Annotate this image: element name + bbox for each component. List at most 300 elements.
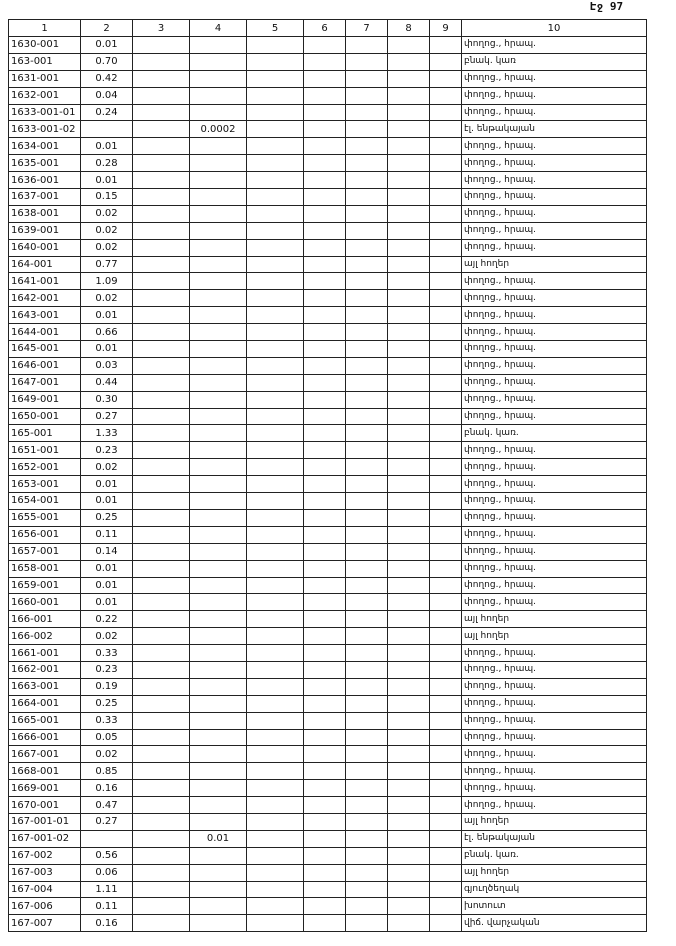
table-row (9, 594, 647, 611)
cell-col-4 (190, 661, 247, 678)
table-row (9, 53, 647, 70)
cell-col-6 (304, 53, 346, 70)
cell-col-5 (247, 695, 304, 712)
cell-col-5 (247, 611, 304, 628)
cell-col-2: 0.04 (81, 87, 133, 104)
cell-col-8 (388, 746, 430, 763)
table-row (9, 189, 647, 206)
cell-col-10: փողոց., հրապ. (462, 189, 647, 206)
cell-col-9 (430, 864, 462, 881)
cell-col-2: 0.02 (81, 290, 133, 307)
cell-col-6 (304, 121, 346, 138)
cell-col-8 (388, 138, 430, 155)
cell-col-6 (304, 239, 346, 256)
cell-col-3 (133, 493, 190, 510)
cell-col-5 (247, 357, 304, 374)
cell-col-4 (190, 645, 247, 662)
cell-col-8 (388, 391, 430, 408)
cell-col-2: 0.56 (81, 847, 133, 864)
cell-col-9 (430, 763, 462, 780)
cell-col-2: 0.02 (81, 628, 133, 645)
cell-col-7 (346, 256, 388, 273)
cell-col-4 (190, 594, 247, 611)
column-header-10: 10 (462, 20, 647, 37)
cell-col-5 (247, 324, 304, 341)
cell-col-3 (133, 53, 190, 70)
cell-col-3 (133, 543, 190, 560)
cell-col-6 (304, 256, 346, 273)
cell-col-7 (346, 915, 388, 932)
table-row (9, 898, 647, 915)
cell-col-5 (247, 476, 304, 493)
cell-col-6 (304, 70, 346, 87)
table-row (9, 847, 647, 864)
cell-col-1: 1645-001 (9, 341, 81, 358)
cell-col-6 (304, 661, 346, 678)
cell-col-5 (247, 763, 304, 780)
cell-col-4 (190, 239, 247, 256)
cell-col-1: 1661-001 (9, 645, 81, 662)
cell-col-5 (247, 712, 304, 729)
cell-col-3 (133, 881, 190, 898)
cell-col-3 (133, 594, 190, 611)
cell-col-3 (133, 425, 190, 442)
table-body (9, 37, 647, 932)
cell-col-4 (190, 729, 247, 746)
header-row (9, 20, 647, 37)
cell-col-7 (346, 205, 388, 222)
cell-col-8 (388, 357, 430, 374)
cell-col-3 (133, 459, 190, 476)
cell-col-6 (304, 695, 346, 712)
cell-col-1: 1656-001 (9, 526, 81, 543)
cell-col-10: այլ հողեր (462, 256, 647, 273)
cell-col-8 (388, 898, 430, 915)
cell-col-6 (304, 476, 346, 493)
cell-col-1: 1650-001 (9, 408, 81, 425)
cell-col-6 (304, 273, 346, 290)
cell-col-3 (133, 645, 190, 662)
table-row (9, 476, 647, 493)
cell-col-9 (430, 205, 462, 222)
cell-col-9 (430, 189, 462, 206)
cell-col-8 (388, 797, 430, 814)
cell-col-1: 1632-001 (9, 87, 81, 104)
cell-col-8 (388, 594, 430, 611)
cell-col-1: 1659-001 (9, 577, 81, 594)
cell-col-9 (430, 729, 462, 746)
cell-col-10: փողոց., հրապ. (462, 797, 647, 814)
cell-col-2: 0.02 (81, 459, 133, 476)
cell-col-2: 0.28 (81, 155, 133, 172)
cell-col-10: փողոց., հրապ. (462, 661, 647, 678)
cell-col-9 (430, 273, 462, 290)
cell-col-4 (190, 780, 247, 797)
cell-col-6 (304, 493, 346, 510)
cell-col-10: փողոց., հրապ. (462, 155, 647, 172)
cell-col-3 (133, 408, 190, 425)
cell-col-3 (133, 729, 190, 746)
table-row (9, 712, 647, 729)
cell-col-4 (190, 341, 247, 358)
cell-col-6 (304, 915, 346, 932)
cell-col-4 (190, 898, 247, 915)
cell-col-7 (346, 155, 388, 172)
cell-col-2: 0.06 (81, 864, 133, 881)
cell-col-6 (304, 189, 346, 206)
cell-col-1: 1658-001 (9, 560, 81, 577)
cell-col-7 (346, 813, 388, 830)
cell-col-7 (346, 70, 388, 87)
cell-col-7 (346, 864, 388, 881)
cell-col-10: փողոց., հրապ. (462, 37, 647, 54)
cell-col-5 (247, 290, 304, 307)
cell-col-7 (346, 493, 388, 510)
cell-col-4 (190, 155, 247, 172)
cell-col-8 (388, 881, 430, 898)
cell-col-3 (133, 307, 190, 324)
cell-col-2: 0.16 (81, 915, 133, 932)
cell-col-6 (304, 780, 346, 797)
cell-col-10: փողոց., հրապ. (462, 87, 647, 104)
table-row (9, 830, 647, 847)
table-row (9, 155, 647, 172)
cell-col-5 (247, 678, 304, 695)
cell-col-10: խոտուտ (462, 898, 647, 915)
cell-col-7 (346, 695, 388, 712)
cell-col-9 (430, 611, 462, 628)
cell-col-3 (133, 205, 190, 222)
cell-col-10: այլ հողեր (462, 611, 647, 628)
cell-col-3 (133, 695, 190, 712)
cell-col-10: փողոց., հրապ. (462, 780, 647, 797)
cell-col-8 (388, 493, 430, 510)
cell-col-6 (304, 763, 346, 780)
cell-col-5 (247, 205, 304, 222)
cell-col-9 (430, 239, 462, 256)
cell-col-1: 165-001 (9, 425, 81, 442)
cell-col-10: փողոց., հրապ. (462, 324, 647, 341)
cell-col-2: 0.23 (81, 442, 133, 459)
cell-col-7 (346, 661, 388, 678)
cell-col-2: 0.01 (81, 560, 133, 577)
cell-col-5 (247, 189, 304, 206)
cell-col-5 (247, 239, 304, 256)
table-row (9, 577, 647, 594)
cell-col-1: 1647-001 (9, 374, 81, 391)
cell-col-6 (304, 357, 346, 374)
cell-col-1: 1639-001 (9, 222, 81, 239)
cell-col-4 (190, 628, 247, 645)
cell-col-3 (133, 256, 190, 273)
cell-col-2: 0.27 (81, 408, 133, 425)
cell-col-7 (346, 594, 388, 611)
table-header (9, 20, 647, 37)
cell-col-9 (430, 543, 462, 560)
table-row (9, 813, 647, 830)
cell-col-1: 166-001 (9, 611, 81, 628)
cell-col-6 (304, 830, 346, 847)
cell-col-8 (388, 172, 430, 189)
cell-col-3 (133, 661, 190, 678)
cell-col-2: 0.25 (81, 509, 133, 526)
column-header-7: 7 (346, 20, 388, 37)
cell-col-5 (247, 273, 304, 290)
cell-col-10: փողոց., հրապ. (462, 273, 647, 290)
cell-col-6 (304, 172, 346, 189)
table-row (9, 324, 647, 341)
cell-col-7 (346, 526, 388, 543)
cell-col-9 (430, 628, 462, 645)
cell-col-10: փողոց., հրապ. (462, 594, 647, 611)
cell-col-6 (304, 205, 346, 222)
cell-col-2: 0.01 (81, 341, 133, 358)
cell-col-10: փողոց., հրապ. (462, 577, 647, 594)
cell-col-7 (346, 87, 388, 104)
cell-col-1: 1633-001-01 (9, 104, 81, 121)
cell-col-10: փողոց., հրապ. (462, 459, 647, 476)
cell-col-1: 1631-001 (9, 70, 81, 87)
cell-col-5 (247, 898, 304, 915)
cell-col-5 (247, 780, 304, 797)
cell-col-3 (133, 172, 190, 189)
table-row (9, 611, 647, 628)
cell-col-9 (430, 493, 462, 510)
cell-col-10: էլ. ենթակայան (462, 830, 647, 847)
cell-col-1: 167-002 (9, 847, 81, 864)
cell-col-10: փողոց., հրապ. (462, 560, 647, 577)
cell-col-6 (304, 459, 346, 476)
cell-col-9 (430, 712, 462, 729)
cell-col-7 (346, 560, 388, 577)
cell-col-1: 166-002 (9, 628, 81, 645)
cell-col-10: փողոց., հրապ. (462, 138, 647, 155)
cell-col-3 (133, 678, 190, 695)
cell-col-8 (388, 256, 430, 273)
cell-col-3 (133, 324, 190, 341)
cell-col-9 (430, 37, 462, 54)
cell-col-10: գյուղծեղակ (462, 881, 647, 898)
cell-col-6 (304, 442, 346, 459)
cell-col-2: 0.02 (81, 222, 133, 239)
cell-col-2: 0.02 (81, 205, 133, 222)
cell-col-1: 1663-001 (9, 678, 81, 695)
cell-col-8 (388, 324, 430, 341)
column-header-4: 4 (190, 20, 247, 37)
table-row (9, 526, 647, 543)
cell-col-2: 0.01 (81, 577, 133, 594)
cell-col-7 (346, 712, 388, 729)
cell-col-10: բնակ. կառ (462, 53, 647, 70)
cell-col-10: փողոց., հրապ. (462, 509, 647, 526)
cell-col-3 (133, 830, 190, 847)
cell-col-10: փողոց., հրապ. (462, 205, 647, 222)
cell-col-8 (388, 155, 430, 172)
cell-col-1: 1652-001 (9, 459, 81, 476)
cell-col-6 (304, 594, 346, 611)
cell-col-8 (388, 239, 430, 256)
cell-col-6 (304, 104, 346, 121)
cell-col-6 (304, 543, 346, 560)
cell-col-2: 0.01 (81, 594, 133, 611)
cell-col-1: 1641-001 (9, 273, 81, 290)
cell-col-6 (304, 560, 346, 577)
cell-col-2: 0.14 (81, 543, 133, 560)
cell-col-4 (190, 864, 247, 881)
cell-col-7 (346, 645, 388, 662)
cell-col-7 (346, 408, 388, 425)
cell-col-7 (346, 881, 388, 898)
cell-col-9 (430, 324, 462, 341)
cell-col-6 (304, 408, 346, 425)
cell-col-10: բնակ. կառ. (462, 425, 647, 442)
cell-col-1: 1651-001 (9, 442, 81, 459)
cell-col-5 (247, 628, 304, 645)
table-row (9, 509, 647, 526)
table-row (9, 628, 647, 645)
cell-col-5 (247, 645, 304, 662)
table-row (9, 138, 647, 155)
cell-col-2: 0.01 (81, 476, 133, 493)
cell-col-6 (304, 678, 346, 695)
cell-col-9 (430, 408, 462, 425)
cell-col-4 (190, 222, 247, 239)
cell-col-1: 1633-001-02 (9, 121, 81, 138)
column-header-5: 5 (247, 20, 304, 37)
cell-col-8 (388, 645, 430, 662)
cell-col-5 (247, 374, 304, 391)
cell-col-4 (190, 695, 247, 712)
cell-col-5 (247, 847, 304, 864)
cell-col-9 (430, 898, 462, 915)
cell-col-2: 0.01 (81, 138, 133, 155)
cell-col-5 (247, 746, 304, 763)
cell-col-8 (388, 87, 430, 104)
cell-col-1: 167-001-01 (9, 813, 81, 830)
cell-col-10: փողոց., հրապ. (462, 307, 647, 324)
cell-col-2: 0.44 (81, 374, 133, 391)
cell-col-3 (133, 374, 190, 391)
cell-col-4 (190, 205, 247, 222)
cell-col-2: 0.25 (81, 695, 133, 712)
cell-col-5 (247, 121, 304, 138)
table-row (9, 915, 647, 932)
table-row (9, 239, 647, 256)
cell-col-4 (190, 87, 247, 104)
cell-col-6 (304, 374, 346, 391)
cell-col-4 (190, 915, 247, 932)
cell-col-8 (388, 915, 430, 932)
cell-col-9 (430, 594, 462, 611)
cell-col-8 (388, 763, 430, 780)
cell-col-9 (430, 780, 462, 797)
cell-col-7 (346, 678, 388, 695)
cell-col-7 (346, 341, 388, 358)
cell-col-1: 163-001 (9, 53, 81, 70)
cell-col-10: վիճ. վարչական (462, 915, 647, 932)
cell-col-7 (346, 104, 388, 121)
cell-col-9 (430, 290, 462, 307)
cell-col-7 (346, 543, 388, 560)
cell-col-2 (81, 121, 133, 138)
cell-col-6 (304, 712, 346, 729)
cell-col-5 (247, 70, 304, 87)
cell-col-7 (346, 37, 388, 54)
cell-col-10: փողոց., հրապ. (462, 239, 647, 256)
cell-col-8 (388, 459, 430, 476)
cell-col-5 (247, 864, 304, 881)
cell-col-10: փողոց., հրապ. (462, 104, 647, 121)
table-row (9, 290, 647, 307)
cell-col-9 (430, 847, 462, 864)
cell-col-3 (133, 442, 190, 459)
cell-col-3 (133, 780, 190, 797)
cell-col-4 (190, 493, 247, 510)
cell-col-4 (190, 442, 247, 459)
cell-col-7 (346, 780, 388, 797)
table-row (9, 391, 647, 408)
cell-col-5 (247, 138, 304, 155)
cell-col-7 (346, 763, 388, 780)
table-row (9, 881, 647, 898)
cell-col-4 (190, 37, 247, 54)
cell-col-10: այլ հողեր (462, 864, 647, 881)
cell-col-7 (346, 425, 388, 442)
land-register-table (8, 19, 647, 932)
cell-col-2: 0.01 (81, 493, 133, 510)
cell-col-3 (133, 898, 190, 915)
cell-col-8 (388, 543, 430, 560)
table-row (9, 357, 647, 374)
table-row (9, 695, 647, 712)
cell-col-5 (247, 661, 304, 678)
cell-col-3 (133, 526, 190, 543)
cell-col-1: 167-004 (9, 881, 81, 898)
cell-col-4: 0.0002 (190, 121, 247, 138)
cell-col-8 (388, 290, 430, 307)
table-row (9, 645, 647, 662)
table-row (9, 763, 647, 780)
cell-col-1: 1657-001 (9, 543, 81, 560)
cell-col-10: փողոց., հրապ. (462, 357, 647, 374)
cell-col-9 (430, 70, 462, 87)
cell-col-5 (247, 577, 304, 594)
cell-col-2 (81, 830, 133, 847)
cell-col-8 (388, 847, 430, 864)
cell-col-4 (190, 53, 247, 70)
cell-col-5 (247, 813, 304, 830)
cell-col-6 (304, 645, 346, 662)
cell-col-10: փողոց., հրապ. (462, 341, 647, 358)
cell-col-4 (190, 813, 247, 830)
cell-col-3 (133, 273, 190, 290)
cell-col-9 (430, 425, 462, 442)
cell-col-2: 0.70 (81, 53, 133, 70)
cell-col-2: 0.66 (81, 324, 133, 341)
cell-col-8 (388, 307, 430, 324)
cell-col-6 (304, 746, 346, 763)
table-row (9, 256, 647, 273)
cell-col-4: 0.01 (190, 830, 247, 847)
cell-col-1: 1637-001 (9, 189, 81, 206)
cell-col-1: 1649-001 (9, 391, 81, 408)
cell-col-10: փողոց., հրապ. (462, 678, 647, 695)
cell-col-2: 0.02 (81, 746, 133, 763)
cell-col-4 (190, 611, 247, 628)
column-header-2: 2 (81, 20, 133, 37)
cell-col-6 (304, 577, 346, 594)
cell-col-10: փողոց., հրապ. (462, 391, 647, 408)
